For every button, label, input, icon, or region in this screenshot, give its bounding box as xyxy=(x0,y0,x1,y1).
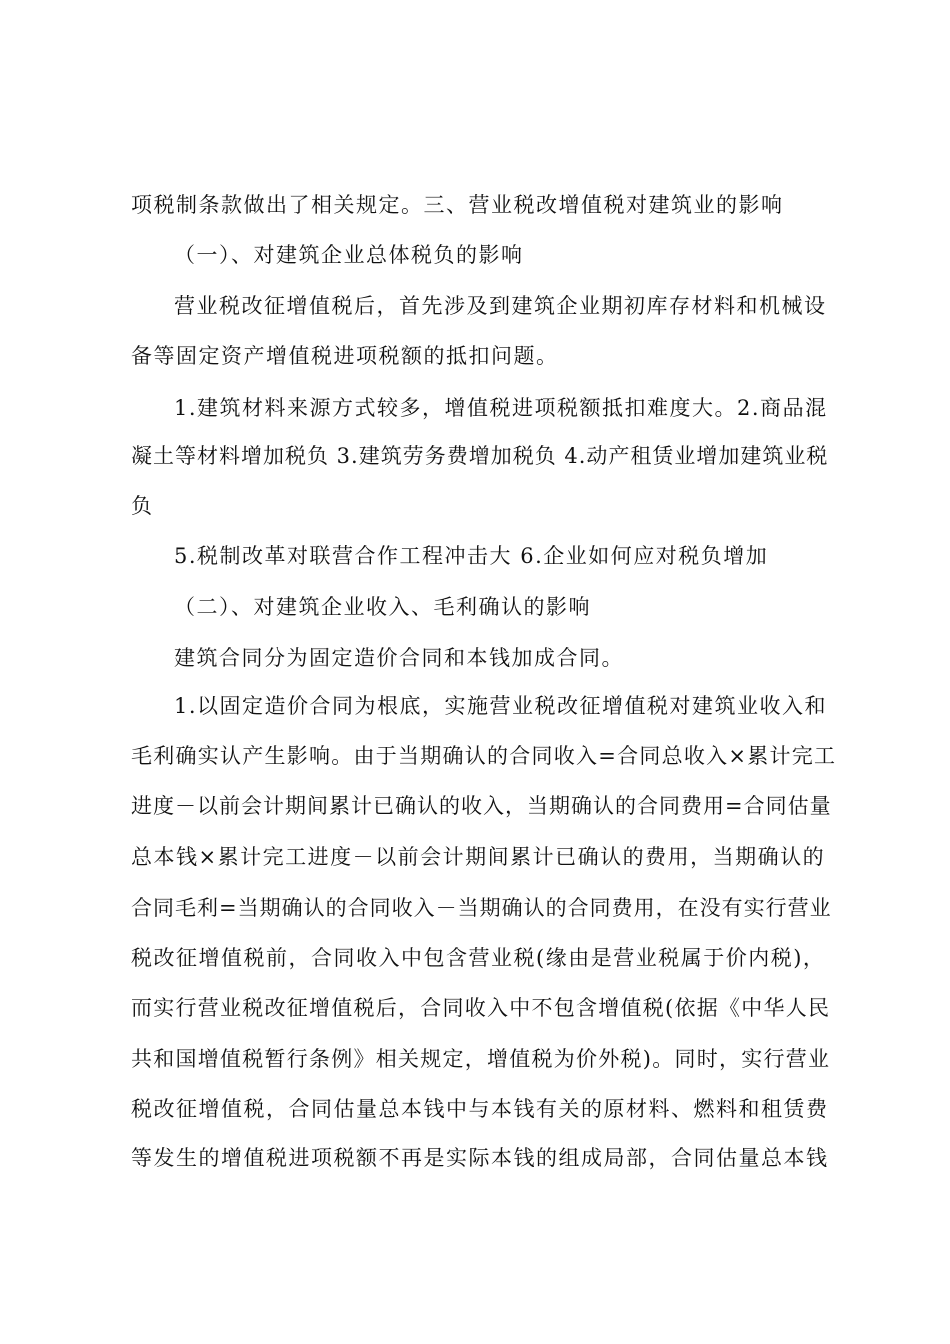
text-line: 备等固定资产增值税进项税额的抵扣问题。 xyxy=(131,344,559,368)
text-line: 毛利确实认产生影响。由于当期确认的合同收入=合同总收入×累计完工 xyxy=(131,744,837,768)
text-line: 进度－以前会计期间累计已确认的收入，当期确认的合同费用=合同估量 xyxy=(131,794,832,818)
text-line: 税改征增值税，合同估量总本钱中与本钱有关的原材料、燃料和租赁费 xyxy=(131,1097,829,1121)
text-line: 合同毛利=当期确认的合同收入－当期确认的合同费用，在没有实行营业 xyxy=(131,896,832,920)
text-line: 共和国增值税暂行条例》相关规定，增值税为价外税)。同时，实行营业 xyxy=(131,1047,831,1071)
section-heading: （二）、对建筑企业收入、毛利确认的影响 xyxy=(174,595,591,619)
text-line: 负 xyxy=(131,494,154,518)
text-line: 5.税制改革对联营合作工程冲击大 6.企业如何应对税负增加 xyxy=(174,544,769,568)
text-line: 营业税改征增值税后，首先涉及到建筑企业期初库存材料和机械设 xyxy=(174,294,827,318)
text-line: 等发生的增值税进项税额不再是实际本钱的组成局部，合同估量总本钱 xyxy=(131,1146,829,1170)
text-line: 1.建筑材料来源方式较多，增值税进项税额抵扣难度大。2.商品混 xyxy=(174,396,828,420)
text-line: 1.以固定造价合同为根底，实施营业税改征增值税对建筑业收入和 xyxy=(174,694,828,718)
text-line: 凝土等材料增加税负 3.建筑劳务费增加税负 4.动产租赁业增加建筑业税 xyxy=(131,444,829,468)
text-line: 税改征增值税前，合同收入中包含营业税(缘由是营业税属于价内税)， xyxy=(131,946,826,970)
text-line: 项税制条款做出了相关规定。三、营业税改增值税对建筑业的影响 xyxy=(131,193,784,217)
section-heading: （一）、对建筑企业总体税负的影响 xyxy=(174,243,524,267)
text-line: 而实行营业税改征增值税后，合同收入中不包含增值税(依据《中华人民 xyxy=(131,996,831,1020)
text-line: 建筑合同分为固定造价合同和本钱加成合同。 xyxy=(174,646,624,670)
text-line: 总本钱×累计完工进度－以前会计期间累计已确认的费用，当期确认的 xyxy=(131,845,826,869)
